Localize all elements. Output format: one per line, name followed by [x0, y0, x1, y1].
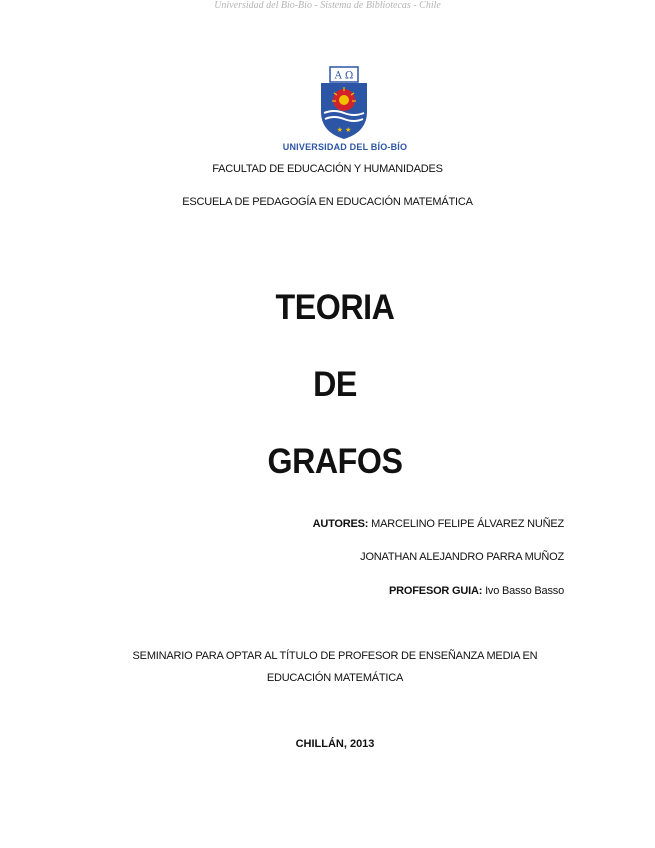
university-name: UNIVERSIDAD DEL BÍO-BÍO — [282, 142, 408, 152]
svg-text:Α Ω: Α Ω — [334, 70, 354, 82]
author-2: JONATHAN ALEJANDRO PARRA MUÑOZ — [360, 551, 564, 563]
school-name: ESCUELA DE PEDAGOGÍA EN EDUCACIÓN MATEMÁTICA — [182, 196, 473, 208]
university-logo — [316, 66, 372, 140]
title-line-3: GRAFOS — [267, 442, 403, 481]
advisor-label: PROFESOR GUIA: — [389, 585, 483, 597]
advisor-line — [389, 585, 564, 597]
authors-label: AUTORES: — [312, 518, 369, 530]
title-line-2: DE — [313, 365, 357, 404]
place-date: CHILLÁN, 2013 — [295, 738, 375, 750]
title-line-1: TEORIA — [275, 288, 395, 327]
seminar-line-2: EDUCACIÓN MATEMÁTICA — [266, 672, 404, 684]
authors-line — [313, 518, 564, 530]
svg-text:★ ★: ★ ★ — [336, 126, 352, 134]
seminar-line-1: SEMINARIO PARA OPTAR AL TÍTULO DE PROFESOR DE ENSEÑANZA MEDIA EN — [132, 650, 538, 662]
advisor-name: Ivo Basso Basso — [485, 585, 564, 597]
faculty-name: FACULTAD DE EDUCACIÓN Y HUMANIDADES — [212, 163, 443, 175]
watermark: Universidad del Bío-Bío - Sistema de Bibliotecas - Chile — [214, 0, 441, 11]
author-1: MARCELINO FELIPE ÁLVAREZ NUÑEZ — [371, 518, 564, 530]
